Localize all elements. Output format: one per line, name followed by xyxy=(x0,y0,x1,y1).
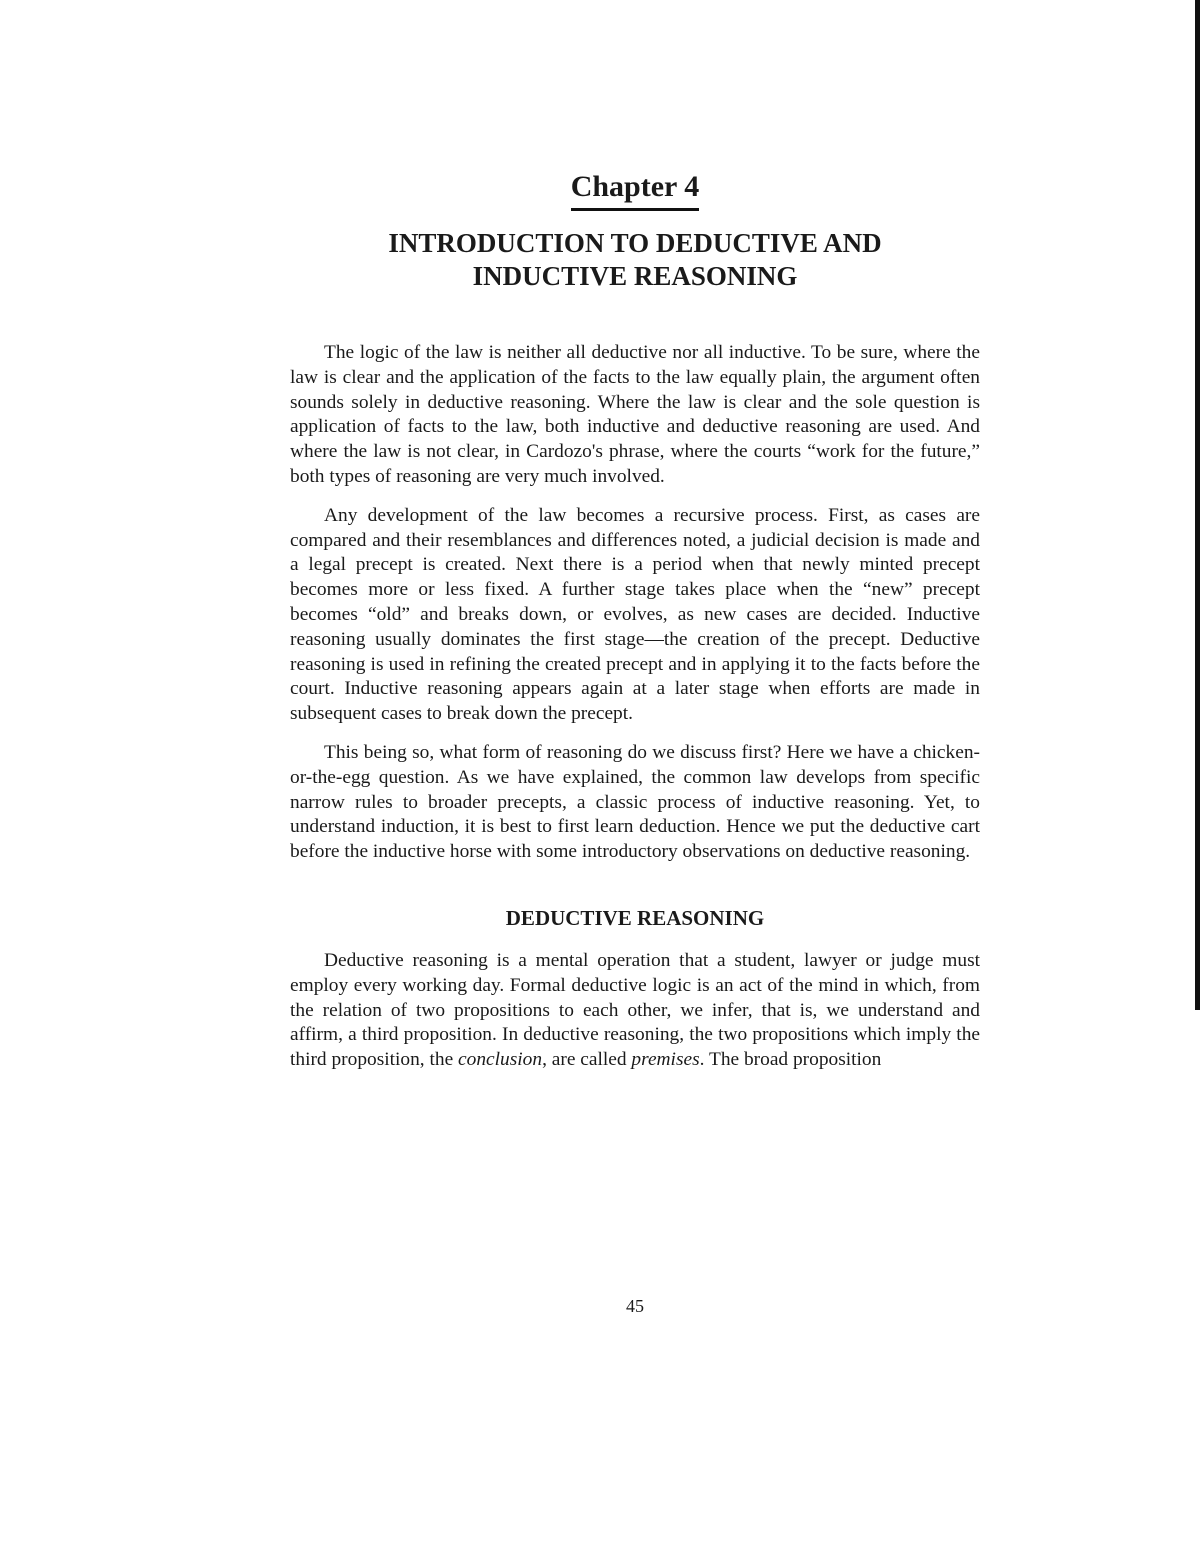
section-paragraph-start: Deductive reasoning is a mental operation that a student, lawyer or judge must employ every working day. Formal deductive logic is an act of the mind in which, from the relation of two propositions to each other, we infer, that is, we understand and affirm, a third proposition. In deductive reasoning, the two propositions which imply the third proposition, the xyxy=(290,949,980,1071)
page-number: 45 xyxy=(626,1296,644,1316)
term-conclusion: conclusion xyxy=(458,1049,543,1071)
section-paragraph-mid: , are called xyxy=(542,1049,632,1071)
section-paragraph-end: . The broad proposition xyxy=(699,1049,882,1071)
chapter-label-text: Chapter 4 xyxy=(571,168,700,211)
section-paragraph xyxy=(290,949,980,1073)
book-page xyxy=(290,168,980,1087)
page-edge-shadow xyxy=(1195,0,1200,1010)
chapter-title-line-2: INDUCTIVE REASONING xyxy=(472,261,798,291)
paragraph-3: This being so, what form of reasoning do we discuss first? Here we have a chicken-or-the-egg question. As we have explained, the common law develops from specific narrow rules to broader precepts, a classic process of inductive reasoning. Yet, to understand induction, it is best to first learn deduction. Hence we put the deductive cart before the inductive horse with some introductory observations on deductive reasoning. xyxy=(290,741,980,863)
paragraph-2: Any development of the law becomes a recursive process. First, as cases are compared and their resemblances and differences noted, a judicial decision is made and a legal precept is created. Next there is a period when that newly minted precept becomes more or less fixed. A further stage takes place when the “new” precept becomes “old” and breaks down, or evolves, as new cases are decided. Inductive reasoning usually dominates the first stage—the creation of the precept. Deductive reasoning is used in refining the created precept and in applying it to the facts before the court. Inductive reasoning appears again at a later stage when efforts are made in subsequent cases to break down the precept. xyxy=(290,504,980,725)
chapter-label xyxy=(290,168,980,211)
paragraph-1: The logic of the law is neither all deductive nor all inductive. To be sure, where the law is clear and the application of the facts to the law equally plain, the argument often sounds solely in deductive reasoning. Where the law is clear and the sole question is application of facts to the law, both inductive and deductive reasoning are used. And where the law is not clear, in Cardozo's phrase, where the courts “work for the future,” both types of reasoning are very much involved. xyxy=(290,342,980,487)
chapter-title-line-1: INTRODUCTION TO DEDUCTIVE AND xyxy=(388,228,882,258)
chapter-title xyxy=(290,227,980,293)
term-premises: premises xyxy=(631,1049,700,1071)
section-heading: DEDUCTIVE REASONING xyxy=(505,905,765,930)
body-text xyxy=(290,341,980,865)
